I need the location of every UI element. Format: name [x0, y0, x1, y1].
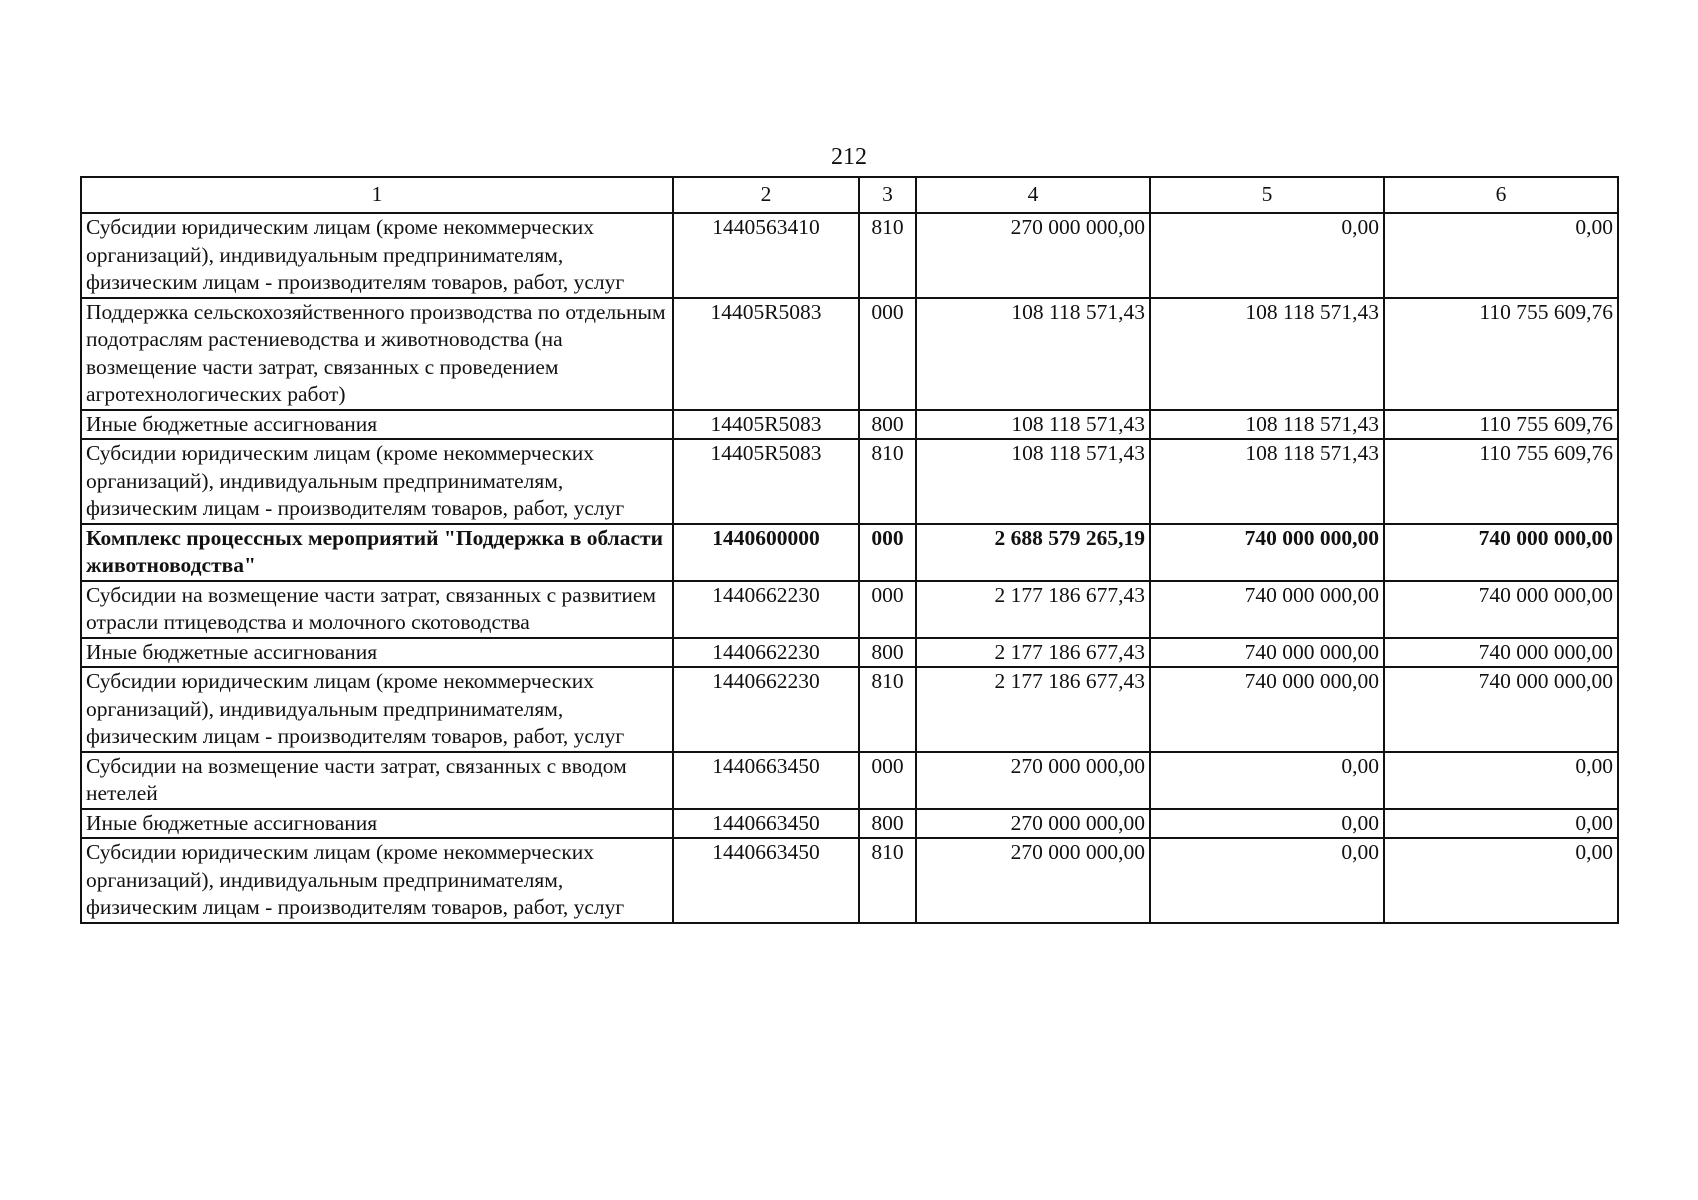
- expense-name-cell: Иные бюджетные ассигнования: [81, 638, 673, 668]
- page-number: 212: [831, 144, 867, 170]
- table-header-row: [81, 177, 1618, 213]
- expense-type-cell: 000: [859, 581, 916, 638]
- amount-col5-cell: 0,00: [1150, 809, 1384, 839]
- column-header: 1: [81, 177, 673, 213]
- amount-col4-cell: 2 177 186 677,43: [916, 581, 1150, 638]
- target-code-cell: 1440663450: [673, 809, 859, 839]
- expense-type-cell: 800: [859, 809, 916, 839]
- amount-col5-cell: 0,00: [1150, 213, 1384, 298]
- expense-name-cell: Субсидии юридическим лицам (кроме некоммерческих организаций), индивидуальным предпринимателям, физическим лицам - производителям товаров, работ, услуг: [81, 439, 673, 524]
- amount-col4-cell: 108 118 571,43: [916, 439, 1150, 524]
- amount-col6-cell: 740 000 000,00: [1384, 667, 1618, 752]
- expense-name-cell: Субсидии на возмещение части затрат, связанных с вводом нетелей: [81, 752, 673, 809]
- column-header: 4: [916, 177, 1150, 213]
- table-row: [81, 410, 1618, 440]
- amount-col5-cell: 740 000 000,00: [1150, 638, 1384, 668]
- table-row: [81, 752, 1618, 809]
- amount-col5-cell: 0,00: [1150, 752, 1384, 809]
- target-code-cell: 1440662230: [673, 667, 859, 752]
- target-code-cell: 1440662230: [673, 638, 859, 668]
- amount-col6-cell: 110 755 609,76: [1384, 410, 1618, 440]
- expense-name-cell: Поддержка сельскохозяйственного производства по отдельным подотраслям растениеводства и животноводства (на возмещение части затрат, связанных с проведением агротехнологических работ): [81, 298, 673, 410]
- table-row: [81, 213, 1618, 298]
- amount-col6-cell: 740 000 000,00: [1384, 524, 1618, 581]
- amount-col4-cell: 2 688 579 265,19: [916, 524, 1150, 581]
- table-row: [81, 581, 1618, 638]
- expense-name-cell: Субсидии юридическим лицам (кроме некоммерческих организаций), индивидуальным предпринимателям, физическим лицам - производителям товаров, работ, услуг: [81, 838, 673, 923]
- column-header: 3: [859, 177, 916, 213]
- amount-col4-cell: 270 000 000,00: [916, 213, 1150, 298]
- target-code-cell: 1440563410: [673, 213, 859, 298]
- expense-name-cell: Иные бюджетные ассигнования: [81, 809, 673, 839]
- amount-col5-cell: 740 000 000,00: [1150, 581, 1384, 638]
- amount-col6-cell: 0,00: [1384, 213, 1618, 298]
- amount-col4-cell: 2 177 186 677,43: [916, 667, 1150, 752]
- expense-name-cell: Субсидии на возмещение части затрат, связанных с развитием отрасли птицеводства и молочного скотоводства: [81, 581, 673, 638]
- expense-type-cell: 000: [859, 524, 916, 581]
- expense-type-cell: 810: [859, 439, 916, 524]
- amount-col4-cell: 270 000 000,00: [916, 838, 1150, 923]
- table-row: [81, 439, 1618, 524]
- amount-col5-cell: 108 118 571,43: [1150, 298, 1384, 410]
- table-row-section-total: [81, 524, 1618, 581]
- amount-col4-cell: 270 000 000,00: [916, 752, 1150, 809]
- amount-col4-cell: 2 177 186 677,43: [916, 638, 1150, 668]
- target-code-cell: 1440662230: [673, 581, 859, 638]
- table-row: [81, 838, 1618, 923]
- amount-col6-cell: 0,00: [1384, 752, 1618, 809]
- table-row: [81, 667, 1618, 752]
- expense-type-cell: 000: [859, 298, 916, 410]
- expense-type-cell: 800: [859, 410, 916, 440]
- amount-col6-cell: 0,00: [1384, 838, 1618, 923]
- expense-name-cell: Субсидии юридическим лицам (кроме некоммерческих организаций), индивидуальным предпринимателям, физическим лицам - производителям товаров, работ, услуг: [81, 213, 673, 298]
- amount-col5-cell: 740 000 000,00: [1150, 667, 1384, 752]
- column-header: 6: [1384, 177, 1618, 213]
- amount-col6-cell: 110 755 609,76: [1384, 298, 1618, 410]
- expense-type-cell: 810: [859, 667, 916, 752]
- amount-col4-cell: 270 000 000,00: [916, 809, 1150, 839]
- amount-col5-cell: 108 118 571,43: [1150, 439, 1384, 524]
- amount-col4-cell: 108 118 571,43: [916, 410, 1150, 440]
- amount-col5-cell: 740 000 000,00: [1150, 524, 1384, 581]
- column-header: 2: [673, 177, 859, 213]
- target-code-cell: 14405R5083: [673, 439, 859, 524]
- target-code-cell: 1440663450: [673, 838, 859, 923]
- expense-type-cell: 810: [859, 213, 916, 298]
- budget-table: [80, 176, 1619, 924]
- target-code-cell: 14405R5083: [673, 410, 859, 440]
- expense-type-cell: 810: [859, 838, 916, 923]
- amount-col6-cell: 110 755 609,76: [1384, 439, 1618, 524]
- amount-col6-cell: 0,00: [1384, 809, 1618, 839]
- target-code-cell: 14405R5083: [673, 298, 859, 410]
- column-header: 5: [1150, 177, 1384, 213]
- target-code-cell: 1440600000: [673, 524, 859, 581]
- expense-type-cell: 000: [859, 752, 916, 809]
- table-row: [81, 298, 1618, 410]
- expense-name-cell: Субсидии юридическим лицам (кроме некоммерческих организаций), индивидуальным предпринимателям, физическим лицам - производителям товаров, работ, услуг: [81, 667, 673, 752]
- target-code-cell: 1440663450: [673, 752, 859, 809]
- amount-col6-cell: 740 000 000,00: [1384, 581, 1618, 638]
- expense-type-cell: 800: [859, 638, 916, 668]
- table-row: [81, 809, 1618, 839]
- amount-col5-cell: 108 118 571,43: [1150, 410, 1384, 440]
- amount-col5-cell: 0,00: [1150, 838, 1384, 923]
- expense-name-cell: Комплекс процессных мероприятий "Поддержка в области животноводства": [81, 524, 673, 581]
- table-row: [81, 638, 1618, 668]
- amount-col6-cell: 740 000 000,00: [1384, 638, 1618, 668]
- expense-name-cell: Иные бюджетные ассигнования: [81, 410, 673, 440]
- amount-col4-cell: 108 118 571,43: [916, 298, 1150, 410]
